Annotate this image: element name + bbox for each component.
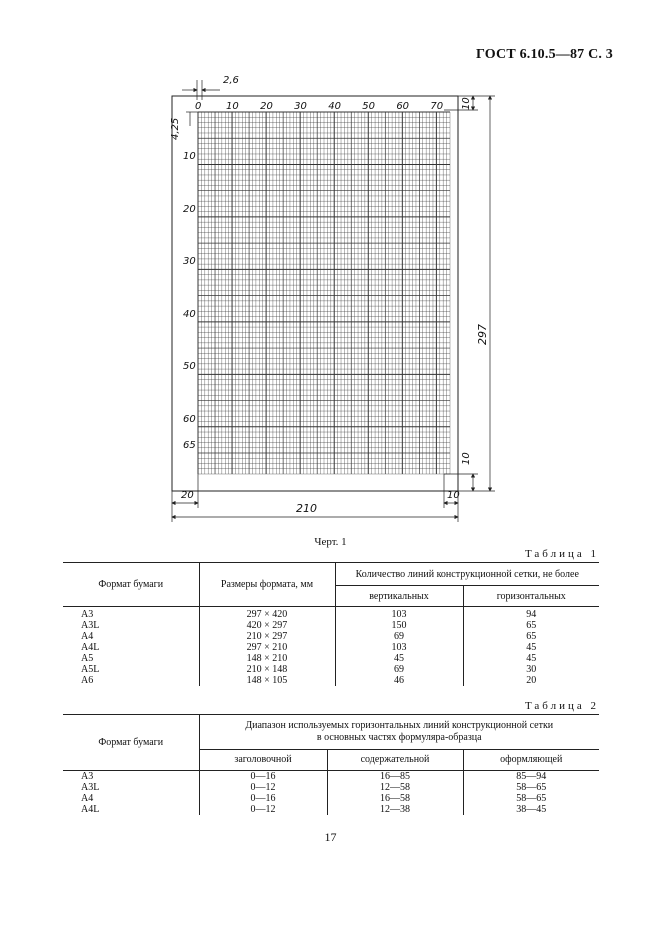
t1-cell-format: A5L — [81, 664, 100, 675]
t1-row — [63, 675, 599, 686]
construction-grid — [198, 112, 450, 474]
t1-cell-format: A3L — [81, 620, 100, 631]
left-scale-label: 10 — [183, 151, 196, 163]
t2-cell-c: 58—65 — [463, 782, 599, 793]
left-scale-label: 40 — [183, 308, 196, 320]
top-scale-label: 50 — [362, 101, 375, 112]
t2-cell-c: 85—94 — [463, 771, 599, 783]
t1-cell-h: 45 — [463, 642, 599, 653]
table2-title: Таблица 2 — [524, 700, 599, 712]
top-scale-label: 70 — [430, 101, 444, 112]
t1-cell-size: 148 × 105 — [199, 675, 335, 686]
table2 — [63, 714, 599, 815]
t1-cell-size: 210 × 297 — [199, 631, 335, 642]
top-scale-label: 20 — [260, 101, 273, 112]
dim-left-offset: 4,25 — [170, 117, 181, 140]
t1-col-size: Размеры формата, мм — [199, 563, 335, 607]
t1-cell-size: 297 × 210 — [199, 642, 335, 653]
t2-row — [63, 793, 599, 804]
dim-top-offset: 2,6 — [223, 75, 239, 86]
left-scale-label: 20 — [183, 203, 196, 215]
t1-cell-v: 150 — [335, 620, 463, 631]
t1-cell-v: 69 — [335, 631, 463, 642]
t2-cell-a: 0—16 — [199, 771, 327, 783]
t2-cell-a: 0—12 — [199, 804, 327, 815]
t2-cell-c: 58—65 — [463, 793, 599, 804]
top-scale-label: 10 — [226, 101, 239, 112]
t2-row — [63, 771, 599, 783]
left-scale-label: 60 — [183, 413, 196, 425]
dim-top-margin: 10 — [461, 97, 472, 110]
t1-col-horizontal: горизонтальных — [463, 586, 599, 607]
t2-row — [63, 782, 599, 793]
t1-cell-format: A3 — [81, 609, 94, 620]
t2-cell-b: 16—85 — [327, 771, 463, 783]
t1-row — [63, 653, 599, 664]
left-scale-label: 50 — [183, 361, 196, 373]
t2-cell-format: A4 — [81, 793, 94, 804]
t1-row — [63, 642, 599, 653]
t1-row — [63, 607, 599, 621]
t1-col-format: Формат бумаги — [63, 563, 199, 607]
t1-cell-h: 65 — [463, 620, 599, 631]
t2-cell-a: 0—16 — [199, 793, 327, 804]
grid-drawing — [160, 70, 500, 525]
t2-cell-c: 38—45 — [463, 804, 599, 815]
t2-col-heading: заголовочной — [199, 749, 327, 770]
t1-row — [63, 664, 599, 675]
t1-cell-v: 69 — [335, 664, 463, 675]
dim-height: 297 — [476, 324, 489, 345]
t1-cell-h: 45 — [463, 653, 599, 664]
t1-cell-h: 20 — [463, 675, 599, 686]
t2-col-range — [199, 715, 599, 750]
t2-cell-format: A3 — [81, 771, 94, 782]
t2-col-content: содержательной — [327, 749, 463, 770]
drawing-caption: Черт. 1 — [314, 536, 347, 548]
left-scale-label: 65 — [183, 440, 196, 451]
t1-cell-format: A4L — [81, 642, 100, 653]
t1-row — [63, 620, 599, 631]
t2-cell-format: A4L — [81, 804, 100, 815]
dim-right-margin: 10 — [447, 490, 460, 501]
t2-cell-a: 0—12 — [199, 782, 327, 793]
top-scale-label: 40 — [328, 101, 341, 112]
t2-col-range-line1: Диапазон используемых горизонтальных линий конструкционной сетки — [245, 719, 554, 731]
t2-cell-b: 12—38 — [327, 804, 463, 815]
t1-cell-h: 65 — [463, 631, 599, 642]
top-scale-label: 60 — [396, 101, 410, 112]
t2-col-format: Формат бумаги — [63, 715, 199, 771]
t1-cell-h: 94 — [463, 607, 599, 621]
t1-cell-h: 30 — [463, 664, 599, 675]
left-scale-label: 30 — [183, 256, 196, 268]
t1-cell-size: 420 × 297 — [199, 620, 335, 631]
page-number: 17 — [324, 830, 337, 844]
t1-cell-size: 148 × 210 — [199, 653, 335, 664]
t1-cell-format: A4 — [81, 631, 94, 642]
t1-cell-size: 297 × 420 — [199, 607, 335, 621]
dim-left-margin: 20 — [181, 490, 194, 501]
t2-cell-b: 16—58 — [327, 793, 463, 804]
t1-row — [63, 631, 599, 642]
t1-col-vertical: вертикальных — [335, 586, 463, 607]
t2-cell-b: 12—58 — [327, 782, 463, 793]
top-scale-label: 30 — [294, 101, 307, 112]
t2-cell-format: A3L — [81, 782, 100, 793]
t1-cell-format: A6 — [81, 675, 94, 686]
t1-cell-v: 46 — [335, 675, 463, 686]
document-header: ГОСТ 6.10.5—87 С. 3 — [476, 47, 613, 62]
t2-col-range-line2: в основных частях формуляра-образца — [316, 731, 482, 743]
t1-cell-format: A5 — [81, 653, 94, 664]
t1-cell-v: 45 — [335, 653, 463, 664]
dim-width: 210 — [296, 502, 317, 515]
t1-cell-v: 103 — [335, 607, 463, 621]
t1-cell-size: 210 × 148 — [199, 664, 335, 675]
t2-row — [63, 804, 599, 815]
dim-bottom-margin: 10 — [461, 452, 472, 465]
t2-col-footer: оформляющей — [463, 749, 599, 770]
table1 — [63, 562, 599, 686]
top-scale-label: 0 — [195, 101, 202, 112]
t1-cell-v: 103 — [335, 642, 463, 653]
table1-title: Таблица 1 — [524, 548, 599, 560]
t1-col-lines: Количество линий конструкционной сетки, не более — [335, 563, 599, 586]
